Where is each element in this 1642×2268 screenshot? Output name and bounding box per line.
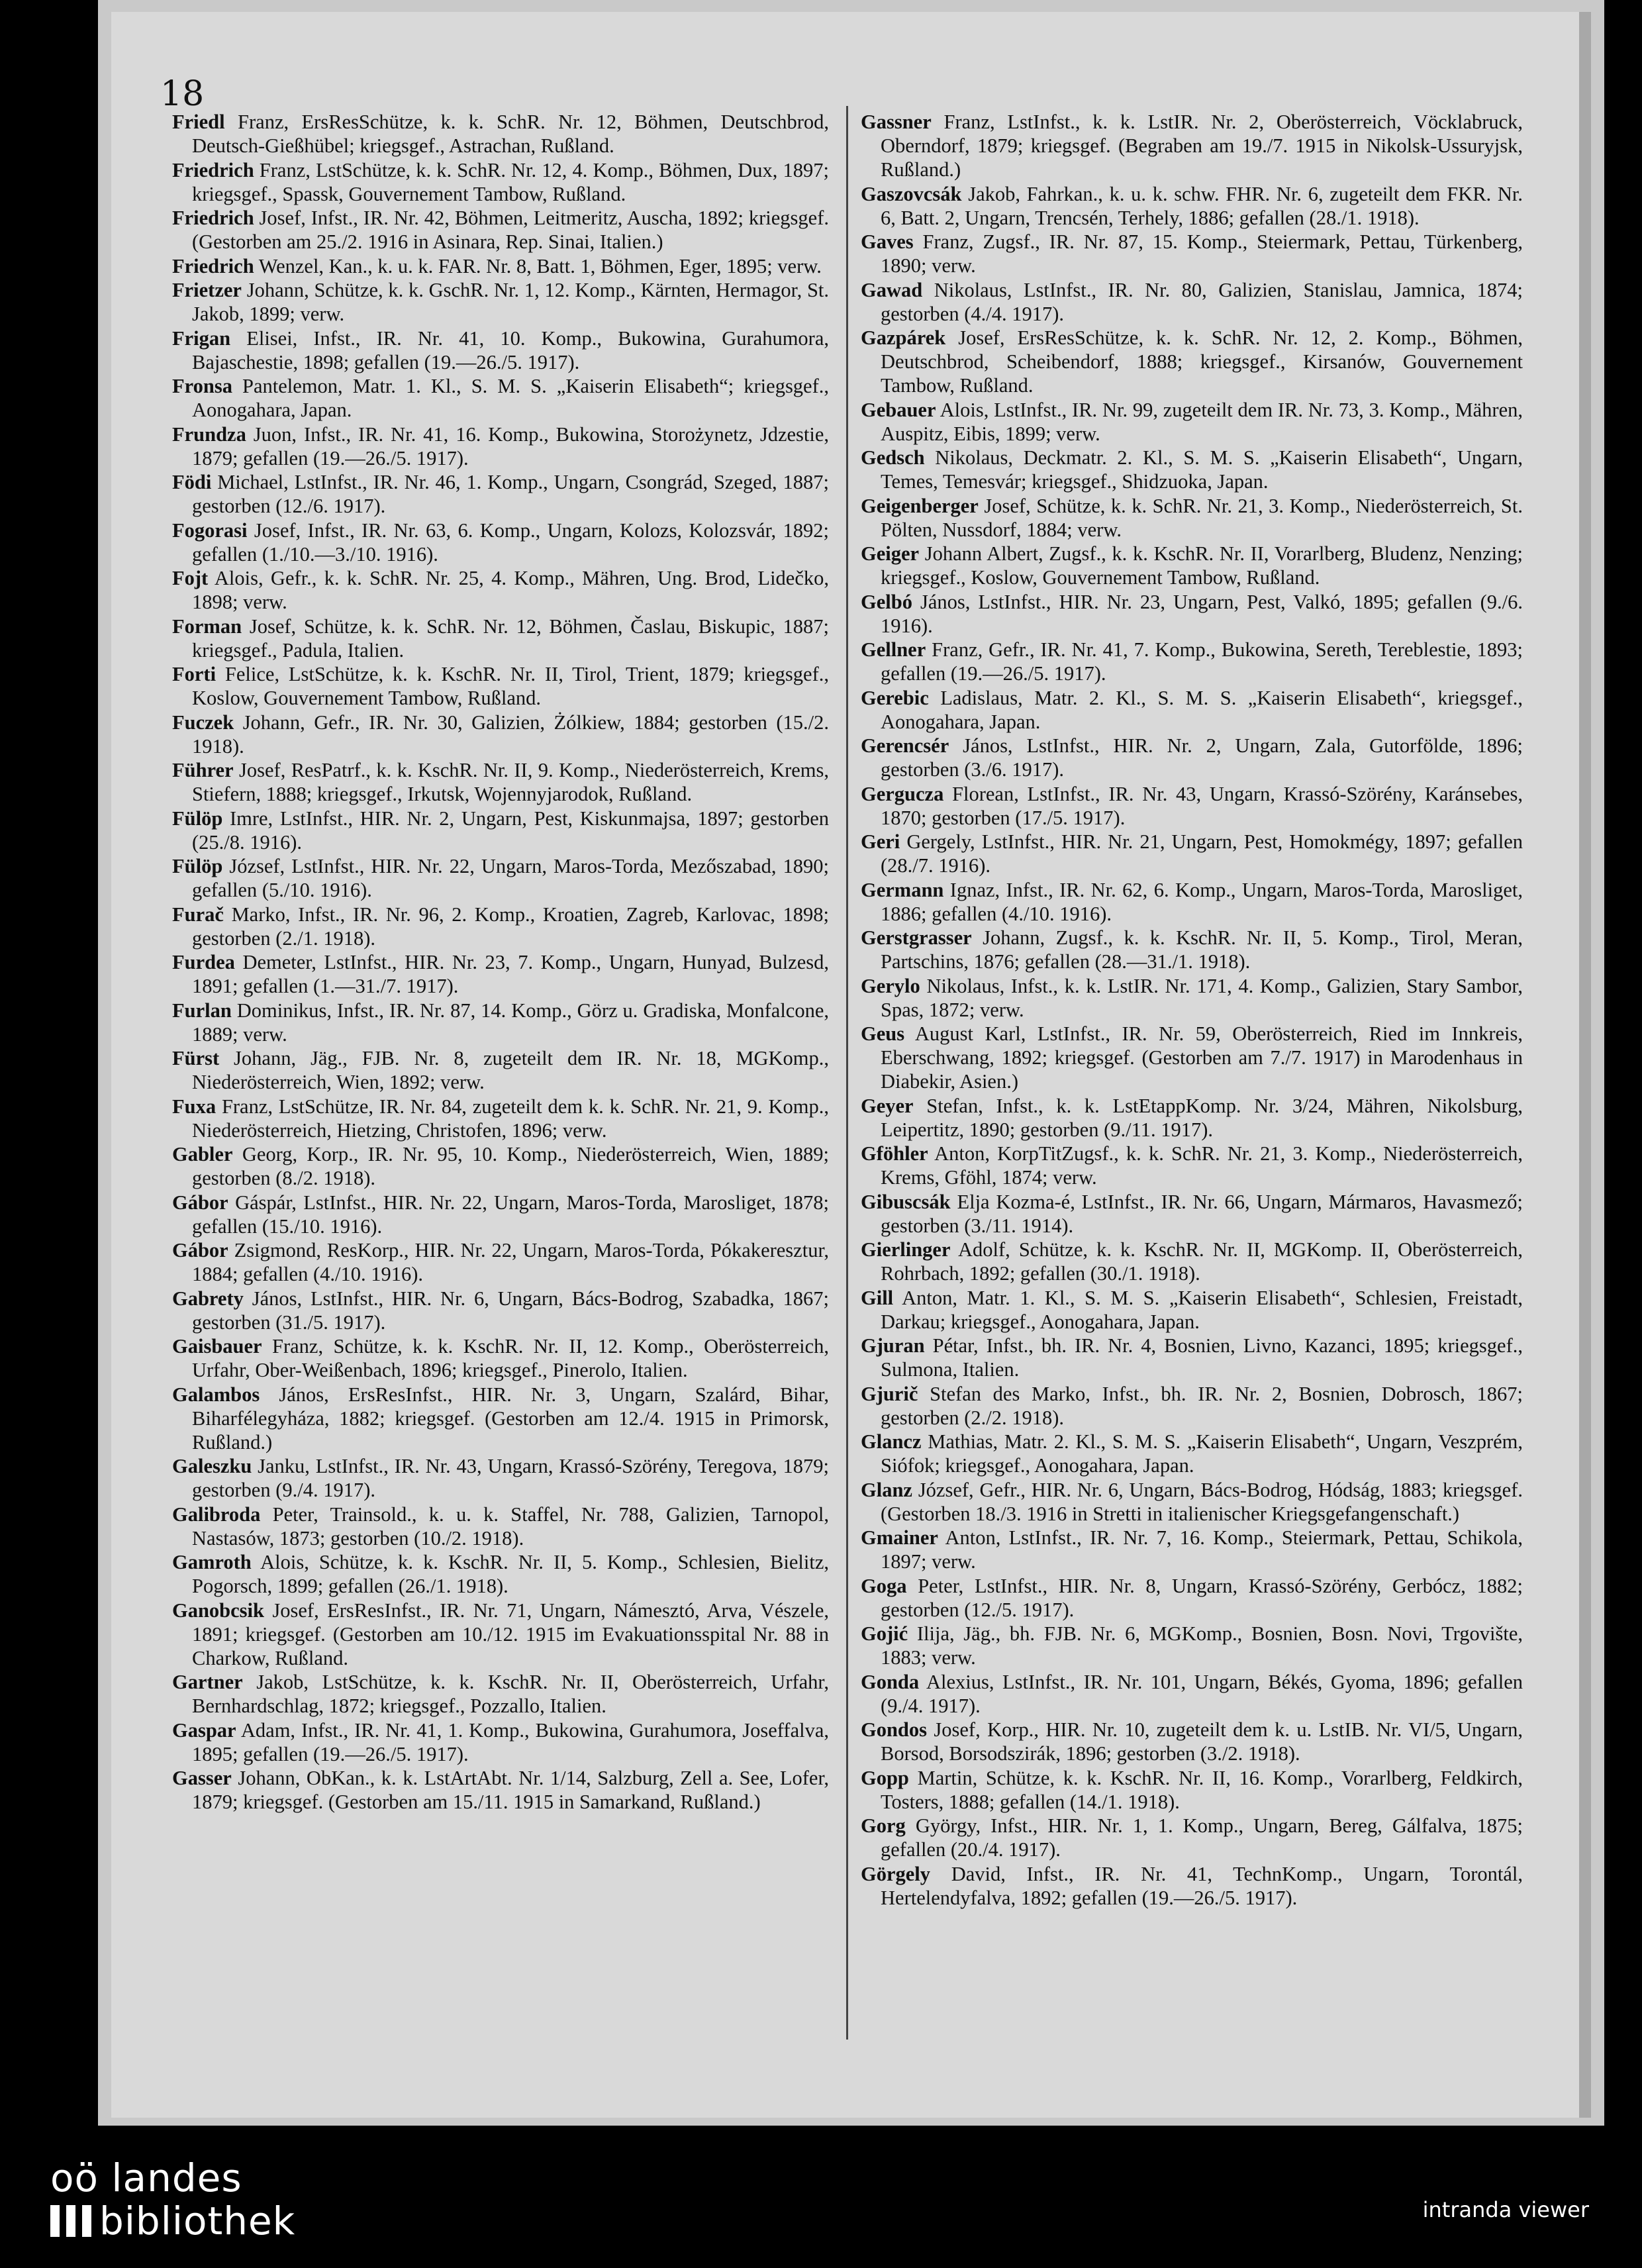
register-entry <box>172 758 829 806</box>
register-entry <box>172 110 829 158</box>
entry-surname: Gierlinger <box>861 1238 951 1261</box>
entry-details: József, LstInfst., HIR. Nr. 22, Ungarn, Maros-Torda, Mezőszabad, 1890; gefallen (5./10. 1916). <box>192 855 830 901</box>
entry-details: Franz, LstInfst., k. k. LstIR. Nr. 2, Oberösterreich, Vöcklabruck, Oberndorf, 1879; kriegsgef. (Begraben am 19./7. 1915 in Nikolsk-Ussuryjsk, Rußland.) <box>881 111 1523 181</box>
entry-details: Pétar, Infst., bh. IR. Nr. 4, Bosnien, Livno, Kazanci, 1895; kriegsgef., Sulmona, Italien. <box>881 1334 1523 1381</box>
entry-details: Nikolaus, LstInfst., IR. Nr. 80, Galizien, Stanislau, Jamnica, 1874; gestorben (4./4. 1917). <box>881 278 1523 325</box>
entry-surname: Gonda <box>861 1670 920 1693</box>
entry-surname: Gerencsér <box>861 734 949 757</box>
entry-details: Florean, LstInfst., IR. Nr. 43, Ungarn, Krassó-Szörény, Karánsebes, 1870; gestorben (17./5. 1917). <box>881 782 1523 829</box>
entry-details: Franz, Zugsf., IR. Nr. 87, 15. Komp., Steiermark, Pettau, Türkenberg, 1890; verw. <box>881 230 1523 277</box>
library-logo-text: bibliothek <box>99 2198 296 2243</box>
entry-surname: Galambos <box>172 1383 260 1406</box>
register-entry <box>172 1046 829 1094</box>
entry-details: Pantelemon, Matr. 1. Kl., S. M. S. „Kaiserin Elisabeth“; kriegsgef., Aonogahara, Japan. <box>192 375 830 421</box>
entry-details: János, LstInfst., HIR. Nr. 6, Ungarn, Bács-Bodrog, Szabadka, 1867; gestorben (31./5. 1917). <box>192 1287 830 1334</box>
entry-details: Josef, Infst., IR. Nr. 42, Böhmen, Leitmeritz, Auscha, 1892; kriegsgef. (Gestorben am 25./2. 1916 in Asinara, Rep. Sinai, Italien.) <box>192 207 829 253</box>
entry-surname: Friedrich <box>172 158 254 181</box>
register-entry <box>861 1862 1523 1910</box>
entry-surname: Gassner <box>861 111 932 133</box>
entry-surname: Ganobcsik <box>172 1599 264 1622</box>
register-entry <box>172 1766 829 1814</box>
entry-surname: Fülöp <box>172 807 223 830</box>
entry-surname: Görgely <box>861 1862 931 1885</box>
entry-surname: Geiger <box>861 542 920 565</box>
entry-surname: Geyer <box>861 1094 914 1117</box>
register-entry <box>861 1238 1523 1285</box>
register-entry <box>861 1382 1523 1430</box>
entry-surname: Gaves <box>861 230 914 253</box>
entry-details: Johann, ObKan., k. k. LstArtAbt. Nr. 1/14, Salzburg, Zell a. See, Lofer, 1879; kriegsgef. (Gestorben am 15./11. 1915 in Samarkand, Rußland.) <box>192 1767 829 1813</box>
entry-surname: Furdea <box>172 951 235 973</box>
register-entry <box>861 1814 1523 1861</box>
entry-surname: Friedl <box>172 111 225 133</box>
register-entry <box>172 1383 829 1454</box>
entry-surname: Gerebic <box>861 686 929 709</box>
register-entry <box>861 398 1523 446</box>
entry-surname: Gaisbauer <box>172 1335 262 1357</box>
entry-details: Franz, Schütze, k. k. KschR. Nr. II, 12. Komp., Oberösterreich, Urfahr, Ober-Weißenbach, 1896; kriegsgef., Pinerolo, Italien. <box>192 1335 830 1381</box>
entry-surname: Gábor <box>172 1239 228 1261</box>
entry-surname: Gaspar <box>172 1718 236 1742</box>
register-entry <box>172 807 829 854</box>
entry-details: Elisei, Infst., IR. Nr. 41, 10. Komp., Bukowina, Gurahumora, Bajaschestie, 1898; gefallen (19.—26./5. 1917). <box>192 326 830 373</box>
entry-surname: Gjuran <box>861 1334 925 1357</box>
entry-surname: Gföhler <box>861 1142 928 1165</box>
register-entry <box>861 494 1523 542</box>
entry-surname: Friedrich <box>172 207 254 229</box>
entry-surname: Geri <box>861 830 900 853</box>
entry-details: Felice, LstSchütze, k. k. KschR. Nr. II, Tirol, Trient, 1879; kriegsgef., Koslow, Gouvernement Tambow, Rußland. <box>192 663 829 709</box>
entry-surname: Födi <box>172 471 212 493</box>
register-entry <box>172 470 829 518</box>
register-entry <box>861 1478 1523 1526</box>
register-entry <box>861 110 1523 181</box>
entry-surname: Gjurič <box>861 1382 918 1405</box>
entry-details: Stefan, Infst., k. k. LstEtappKomp. Nr. 3/24, Mähren, Nikolsburg, Leipertitz, 1890; gestorben (9./11. 1917). <box>881 1094 1523 1141</box>
register-entry <box>172 615 829 662</box>
register-entry <box>172 1550 829 1598</box>
entry-surname: Gondos <box>861 1718 928 1741</box>
entry-details: Josef, Schütze, k. k. SchR. Nr. 21, 3. Komp., Niederösterreich, St. Pölten, Nussdorf, 1884; verw. <box>881 494 1523 541</box>
entry-surname: Gedsch <box>861 446 925 469</box>
entry-surname: Fronsa <box>172 375 232 397</box>
register-entry <box>172 254 829 278</box>
entry-surname: Gazpárek <box>861 326 946 349</box>
register-entry <box>861 686 1523 734</box>
register-entry <box>172 1095 829 1142</box>
entry-surname: Gebauer <box>861 398 936 421</box>
register-entry <box>172 158 829 206</box>
entry-surname: Geigenberger <box>861 494 979 517</box>
register-entry <box>861 446 1523 493</box>
register-entry <box>861 1670 1523 1718</box>
register-entry <box>172 1599 829 1670</box>
entry-details: Nikolaus, Deckmatr. 2. Kl., S. M. S. „Kaiserin Elisabeth“, Ungarn, Temes, Temesvár; kriegsgef., Shidzuoka, Japan. <box>881 446 1523 493</box>
entry-details: Ilija, Jäg., bh. FJB. Nr. 6, MGKomp., Bosnien, Bosn. Novi, Trgovište, 1883; verw. <box>881 1622 1523 1669</box>
entry-details: Wenzel, Kan., k. u. k. FAR. Nr. 8, Batt. 1, Böhmen, Eger, 1895; verw. <box>258 254 822 277</box>
entry-details: Franz, ErsResSchütze, k. k. SchR. Nr. 12, Böhmen, Deutschbrod, Deutsch-Gießhübel; kriegsgef., Astrachan, Rußland. <box>192 111 830 157</box>
entry-surname: Furač <box>172 903 224 926</box>
entry-surname: Gill <box>861 1286 894 1309</box>
entry-details: Juon, Infst., IR. Nr. 41, 16. Komp., Bukowina, Storożynetz, Jdzestie, 1879; gefallen (19.—26./5. 1917). <box>192 422 830 469</box>
entry-surname: Gerstgrasser <box>861 926 972 949</box>
entry-details: György, Infst., HIR. Nr. 1, 1. Komp., Ungarn, Bereg, Gálfalva, 1875; gefallen (20./4. 1917). <box>881 1814 1523 1861</box>
register-entry <box>861 782 1523 830</box>
entry-details: Josef, Infst., IR. Nr. 63, 6. Komp., Ungarn, Kolozs, Kolozsvár, 1892; gefallen (1./10.—3./10. 1916). <box>192 518 829 566</box>
page-number: 18 <box>160 74 205 114</box>
register-entry <box>172 374 829 422</box>
entry-details: Johann, Zugsf., k. k. KschR. Nr. II, 5. Komp., Tirol, Meran, Partschins, 1876; gefallen (28.—31./1. 1918). <box>881 926 1523 973</box>
entry-details: Peter, LstInfst., HIR. Nr. 8, Ungarn, Krassó-Szörény, Gerbócz, 1882; gestorben (12./5. 1917). <box>881 1574 1523 1621</box>
entry-surname: Gamroth <box>172 1551 252 1573</box>
entry-details: Johann, Gefr., IR. Nr. 30, Galizien, Żólkiew, 1884; gestorben (15./2. 1918). <box>192 711 829 758</box>
entry-details: Franz, Gefr., IR. Nr. 41, 7. Komp., Bukowina, Sereth, Tereblestie, 1893; gefallen (19.—26./5. 1917). <box>881 638 1523 685</box>
entry-details: Gergely, LstInfst., HIR. Nr. 21, Ungarn, Pest, Homokmégy, 1897; gefallen (28./7. 1916). <box>881 830 1523 877</box>
entry-details: David, Infst., IR. Nr. 41, TechnKomp., Ungarn, Torontál, Hertelendyfalva, 1892; gefallen (19.—26./5. 1917). <box>881 1862 1523 1909</box>
entry-details: Josef, Schütze, k. k. SchR. Nr. 12, Böhmen, Časlau, Biskupic, 1887; kriegsgef., Padula, Italien. <box>192 615 829 662</box>
entry-surname: Fülöp <box>172 855 223 877</box>
entry-surname: Gábor <box>172 1191 228 1214</box>
register-entry <box>172 518 829 566</box>
entry-details: Peter, Trainsold., k. u. k. Staffel, Nr. 788, Galizien, Tarnopol, Nastasów, 1873; gestorben (10./2. 1918). <box>192 1503 830 1550</box>
entry-surname: Fuczek <box>172 711 234 734</box>
entry-surname: Gelbó <box>861 590 912 613</box>
entry-surname: Galeszku <box>172 1455 252 1477</box>
entry-details: Adolf, Schütze, k. k. KschR. Nr. II, MGKomp. II, Oberösterreich, Rohrbach, 1892; gefallen (30./1. 1918). <box>881 1238 1523 1285</box>
register-entry <box>861 326 1523 397</box>
entry-surname: Gergucza <box>861 782 944 805</box>
column-divider <box>846 106 848 2040</box>
entry-surname: Gopp <box>861 1766 909 1789</box>
register-entry <box>861 638 1523 685</box>
entry-details: Franz, LstSchütze, k. k. SchR. Nr. 12, 4. Komp., Böhmen, Dux, 1897; kriegsgef., Spassk, Gouvernement Tambow, Rußland. <box>192 158 829 205</box>
register-entry <box>861 182 1523 230</box>
library-logo-line1[interactable]: oö landes <box>50 2155 242 2200</box>
entry-details: Alois, Gefr., k. k. SchR. Nr. 25, 4. Komp., Mähren, Ung. Brod, Lidečko, 1898; verw. <box>192 567 829 613</box>
entry-surname: Forman <box>172 615 242 638</box>
register-entry <box>861 1526 1523 1573</box>
entry-details: Janku, LstInfst., IR. Nr. 43, Ungarn, Krassó-Szörény, Teregova, 1879; gestorben (9./4. 1917). <box>192 1455 830 1501</box>
register-entry <box>861 974 1523 1022</box>
register-entry <box>172 206 829 254</box>
entry-details: Jakob, Fahrkan., k. u. k. schw. FHR. Nr. 6, zugeteilt dem FKR. Nr. 6, Batt. 2, Ungarn, Trencsén, Terhely, 1886; gefallen (28./1. 1918). <box>881 182 1523 229</box>
entry-surname: Galibroda <box>172 1503 261 1526</box>
register-entry <box>172 422 829 470</box>
register-entry <box>861 1190 1523 1238</box>
entry-details: Michael, LstInfst., IR. Nr. 46, 1. Komp., Ungarn, Csongrád, Szeged, 1887; gestorben (12./6. 1917). <box>192 471 829 517</box>
right-column <box>861 110 1523 1910</box>
register-entry <box>172 278 829 326</box>
register-entry <box>172 903 829 950</box>
entry-details: Alexius, LstInfst., IR. Nr. 101, Ungarn, Békés, Gyoma, 1896; gefallen (9./4. 1917). <box>881 1670 1523 1717</box>
entry-details: Josef, ErsResInfst., IR. Nr. 71, Ungarn, Námesztó, Arva, Vészele, 1891; kriegsgef. (Gestorben am 10./12. 1915 im Evakuationsspital Nr. 88 in Charkow, Rußland. <box>192 1599 829 1669</box>
entry-surname: Furlan <box>172 999 232 1022</box>
register-entry <box>172 326 829 374</box>
entry-surname: Gaszovcsák <box>861 182 962 205</box>
entry-details: Stefan des Marko, Infst., bh. IR. Nr. 2, Bosnien, Dobrosch, 1867; gestorben (2./2. 1918). <box>881 1382 1523 1429</box>
entry-details: János, ErsResInfst., HIR. Nr. 3, Ungarn, Szalárd, Bihar, Biharfélegyháza, 1882; kriegsgef. (Gestorben am 12./4. 1915 in Primorsk, Rußland.) <box>192 1383 829 1454</box>
entry-details: Johann, Jäg., FJB. Nr. 8, zugeteilt dem IR. Nr. 18, MGKomp., Niederösterreich, Wien, 1892; verw. <box>192 1047 830 1093</box>
entry-details: Imre, LstInfst., HIR. Nr. 2, Ungarn, Pest, Kiskunmajsa, 1897; gestorben (25./8. 1916). <box>192 807 830 854</box>
entry-details: Jakob, LstSchütze, k. k. KschR. Nr. II, Oberösterreich, Urfahr, Bernhardschlag, 1872; kriegsgef., Pozzallo, Italien. <box>192 1671 829 1717</box>
register-entry <box>861 1286 1523 1334</box>
register-entry <box>172 1718 829 1766</box>
entry-details: Marko, Infst., IR. Nr. 96, 2. Komp., Kroatien, Zagreb, Karlovac, 1898; gestorben (2./1. 1918). <box>192 903 829 950</box>
entry-details: August Karl, LstInfst., IR. Nr. 59, Oberösterreich, Ried im Innkreis, Eberschwang, 1892; kriegsgef. (Gestorben am 7./7. 1917) in Marodenhaus in Diabekir, Asien.) <box>881 1022 1523 1093</box>
register-entry <box>861 230 1523 277</box>
entry-details: Josef, ResPatrf., k. k. KschR. Nr. II, 9. Komp., Niederösterreich, Krems, Stiefern, 1888; kriegsgef., Irkutsk, Wojennyjarodok, Rußland. <box>192 759 830 805</box>
entry-surname: Goga <box>861 1574 907 1597</box>
register-entry <box>172 1503 829 1550</box>
entry-details: Gáspár, LstInfst., HIR. Nr. 22, Ungarn, Maros-Torda, Marosliget, 1878; gefallen (15./10. 1916). <box>192 1191 829 1238</box>
entry-surname: Gartner <box>172 1671 243 1693</box>
register-entry <box>861 1142 1523 1189</box>
entry-surname: Glancz <box>861 1430 922 1453</box>
entry-surname: Gmainer <box>861 1526 938 1549</box>
entry-details: Martin, Schütze, k. k. KschR. Nr. II, 16. Komp., Vorarlberg, Feldkirch, Tosters, 1888; gefallen (14./1. 1918). <box>881 1766 1523 1813</box>
register-entry <box>861 278 1523 326</box>
entry-details: János, LstInfst., HIR. Nr. 2, Ungarn, Zala, Gutorfölde, 1896; gestorben (3./6. 1917). <box>881 734 1523 781</box>
entry-surname: Geus <box>861 1022 905 1045</box>
register-entry <box>861 1574 1523 1622</box>
register-entry <box>172 1454 829 1502</box>
entry-details: Georg, Korp., IR. Nr. 95, 10. Komp., Niederösterreich, Wien, 1889; gestorben (8./2. 1918). <box>192 1143 830 1189</box>
register-entry <box>172 999 829 1046</box>
entry-surname: Gawad <box>861 278 923 301</box>
register-entry <box>861 878 1523 926</box>
entry-details: János, LstInfst., HIR. Nr. 23, Ungarn, Pest, Valkó, 1895; gefallen (9./6. 1916). <box>881 590 1523 637</box>
entry-details: Ladislaus, Matr. 2. Kl., S. M. S. „Kaiserin Elisabeth“, kriegsgef., Aonogahara, Japan. <box>881 686 1523 733</box>
register-entry <box>861 1334 1523 1381</box>
register-entry <box>172 950 829 998</box>
entry-details: Elja Kozma-é, LstInfst., IR. Nr. 66, Ungarn, Mármaros, Havasmező; gestorben (3./11. 1914). <box>881 1190 1523 1237</box>
entry-details: Johann Albert, Zugsf., k. k. KschR. Nr. II, Vorarlberg, Bludenz, Nenzing; kriegsgef., Koslow, Gouvernement Tambow, Rußland. <box>881 542 1523 589</box>
entry-surname: Gabrety <box>172 1287 244 1310</box>
register-entry <box>172 662 829 710</box>
entry-surname: Gibuscsák <box>861 1190 951 1213</box>
register-entry <box>172 1287 829 1334</box>
entry-details: Zsigmond, ResKorp., HIR. Nr. 22, Ungarn, Maros-Torda, Pókakeresztur, 1884; gefallen (4./10. 1916). <box>192 1239 830 1285</box>
register-entry <box>861 1094 1523 1142</box>
entry-surname: Frigan <box>172 326 231 350</box>
entry-details: Dominikus, Infst., IR. Nr. 87, 14. Komp., Görz u. Gradiska, Monfalcone, 1889; verw. <box>192 999 829 1046</box>
register-entry <box>861 1718 1523 1765</box>
register-entry <box>861 1430 1523 1477</box>
entry-surname: Friedrich <box>172 254 254 277</box>
entry-details: Adam, Infst., IR. Nr. 41, 1. Komp., Bukowina, Gurahumora, Josеffalva, 1895; gefallen (19.—26./5. 1917). <box>192 1718 829 1765</box>
register-entry <box>861 1766 1523 1814</box>
register-entry <box>861 926 1523 973</box>
entry-surname: Gellner <box>861 638 926 661</box>
register-entry <box>172 566 829 614</box>
viewer-brand-label: intranda viewer <box>1422 2197 1589 2222</box>
register-entry <box>861 830 1523 877</box>
register-entry <box>172 1191 829 1238</box>
entry-details: Demeter, LstInfst., HIR. Nr. 23, 7. Komp., Ungarn, Hunyad, Bulzesd, 1891; gefallen (1.—31./7. 1917). <box>192 951 829 997</box>
left-column <box>172 110 829 1814</box>
entry-surname: Glanz <box>861 1478 912 1501</box>
register-entry <box>861 1622 1523 1669</box>
entry-details: Anton, Matr. 1. Kl., S. M. S. „Kaiserin Elisabeth“, Schlesien, Freistadt, Darkau; kriegsgef., Aonogahara, Japan. <box>881 1286 1523 1333</box>
entry-surname: Fojt <box>172 567 209 589</box>
entry-surname: Gorg <box>861 1814 906 1837</box>
entry-surname: Frundza <box>172 422 246 446</box>
register-entry <box>172 711 829 758</box>
register-entry <box>172 1238 829 1286</box>
entry-details: Franz, LstSchütze, IR. Nr. 84, zugeteilt dem k. k. SchR. Nr. 21, 9. Komp., Niederösterreich, Hietzing, Christofen, 1896; verw. <box>192 1095 829 1142</box>
entry-surname: Forti <box>172 663 217 685</box>
register-entry <box>861 1022 1523 1093</box>
entry-surname: Gabler <box>172 1143 233 1165</box>
register-entry <box>172 1670 829 1718</box>
register-entry <box>861 542 1523 589</box>
entry-surname: Führer <box>172 759 234 781</box>
register-entry <box>172 1142 829 1190</box>
entry-details: Nikolaus, Infst., k. k. LstIR. Nr. 171, 4. Komp., Galizien, Stary Sambor, Spas, 1872; verw. <box>881 974 1523 1021</box>
entry-details: Johann, Schütze, k. k. GschR. Nr. 1, 12. Komp., Kärnten, Hermagor, St. Jakob, 1899; verw. <box>192 279 830 325</box>
register-entry <box>861 734 1523 781</box>
register-entry <box>172 1334 829 1382</box>
entry-surname: Germann <box>861 878 944 901</box>
entry-details: Anton, LstInfst., IR. Nr. 7, 16. Komp., Steiermark, Pettau, Schikola, 1897; verw. <box>881 1526 1523 1573</box>
entry-details: Mathias, Matr. 2. Kl., S. M. S. „Kaiserin Elisabeth“, Ungarn, Veszprém, Siófok; kriegsgef., Aonogahara, Japan. <box>881 1430 1523 1477</box>
entry-details: Alois, LstInfst., IR. Nr. 99, zugeteilt dem IR. Nr. 73, 3. Komp., Mähren, Auspitz, Eibis, 1899; verw. <box>881 398 1523 445</box>
entry-details: Josef, ErsResSchütze, k. k. SchR. Nr. 12, 2. Komp., Böhmen, Deutschbrod, Scheibendorf, 1888; kriegsgef., Kirsanów, Gouvernement Tambow, Rußland. <box>881 326 1523 397</box>
entry-surname: Fürst <box>172 1047 220 1069</box>
entry-surname: Frietzer <box>172 279 242 301</box>
entry-details: Josef, Korp., HIR. Nr. 10, zugeteilt dem k. u. LstIB. Nr. VI/5, Ungarn, Borsod, Borsodszirák, 1896; gestorben (3./2. 1918). <box>881 1718 1523 1765</box>
entry-details: Ignaz, Infst., IR. Nr. 62, 6. Komp., Ungarn, Maros-Torda, Marosliget, 1886; gefallen (4./10. 1916). <box>881 878 1523 925</box>
entry-surname: Gojić <box>861 1622 908 1645</box>
library-logo-line2[interactable] <box>50 2198 295 2243</box>
library-logo-icon <box>50 2205 94 2237</box>
register-entry <box>172 854 829 902</box>
entry-surname: Fogorasi <box>172 518 248 542</box>
entry-surname: Gerylo <box>861 974 920 997</box>
entry-surname: Fuxa <box>172 1095 217 1118</box>
register-entry <box>861 590 1523 638</box>
entry-details: József, Gefr., HIR. Nr. 6, Ungarn, Bács-Bodrog, Hódság, 1883; kriegsgef. (Gestorben 18./3. 1916 in Stretti in italienischer Kriegsgefangenschaft.) <box>881 1478 1523 1525</box>
entry-surname: Gasser <box>172 1767 232 1789</box>
entry-details: Anton, KorpTitZugsf., k. k. SchR. Nr. 21, 3. Komp., Niederösterreich, Krems, Gföhl, 1874; verw. <box>881 1142 1523 1189</box>
entry-details: Alois, Schütze, k. k. KschR. Nr. II, 5. Komp., Schlesien, Bielitz, Pogorsch, 1899; gefallen (26./1. 1918). <box>192 1551 829 1597</box>
